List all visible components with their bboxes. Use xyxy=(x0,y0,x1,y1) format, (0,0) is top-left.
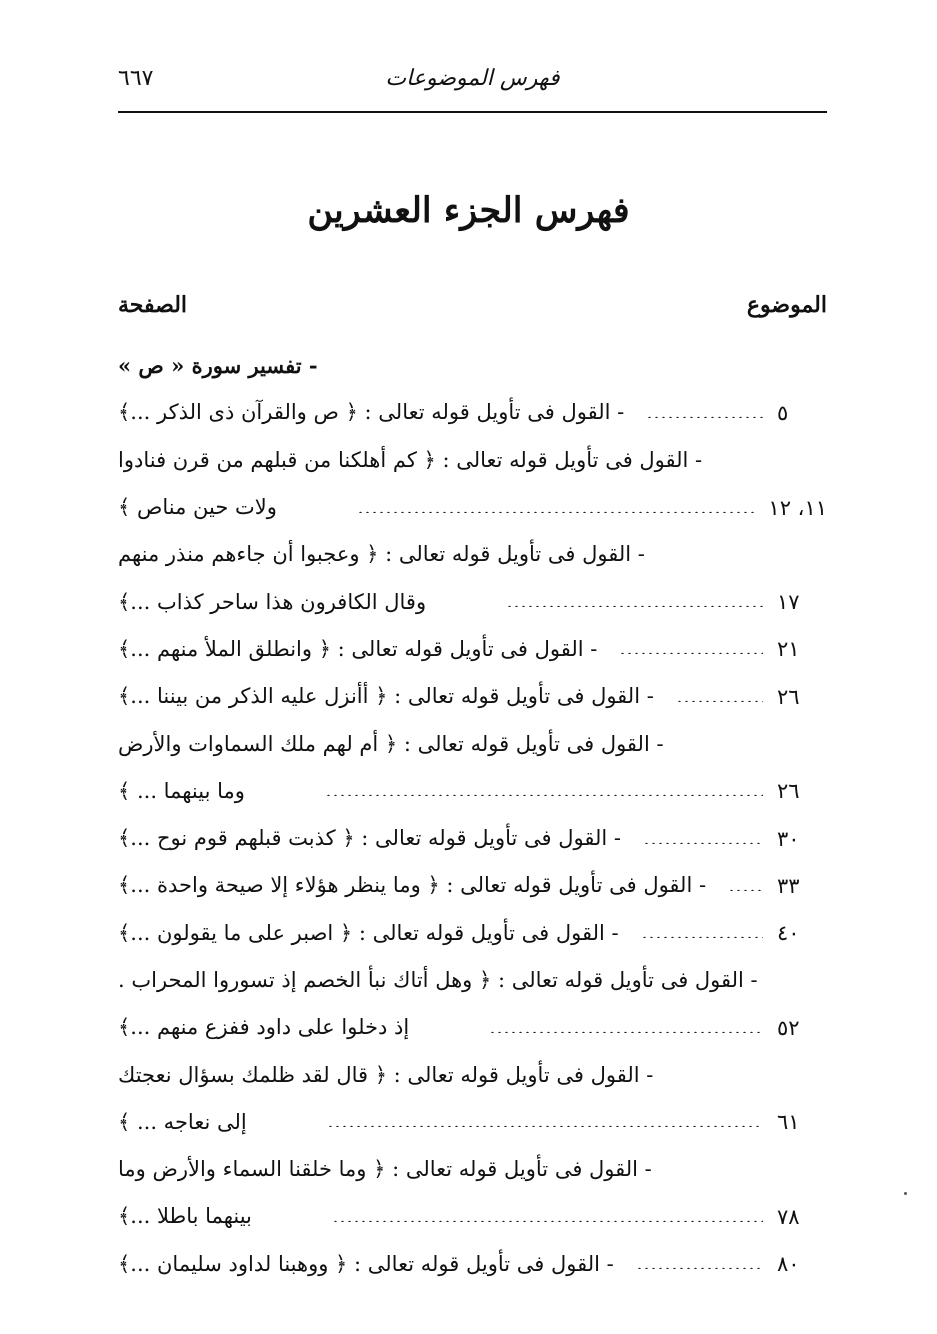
toc-entry xyxy=(118,531,827,578)
dot-leader xyxy=(506,605,763,607)
toc-entry-text: - القول فى تأويل قوله تعالى : ﴿ ووهبنا لداود سليمان ...﴾ xyxy=(118,1251,614,1276)
toc-entry xyxy=(118,768,827,815)
toc-entry-text: - القول فى تأويل قوله تعالى : ﴿ أم لهم ملك السماوات والأرض xyxy=(118,731,664,756)
toc-entry xyxy=(118,957,827,1004)
dot-leader xyxy=(619,652,763,654)
toc-entry xyxy=(118,437,827,484)
toc-page-number: ٨٠ xyxy=(777,1252,800,1277)
toc-entry xyxy=(118,862,827,909)
toc-entry xyxy=(118,1241,827,1288)
toc-entry-text: - القول فى تأويل قوله تعالى : ﴿ وما خلقنا السماء والأرض وما xyxy=(118,1157,652,1182)
toc-entry xyxy=(118,484,827,531)
toc-entry-text: - القول فى تأويل قوله تعالى : ﴿ أأنزل عليه الذكر من بيننا ...﴾ xyxy=(118,684,654,709)
toc-entry-text: إلى نعاجه ... ﴾ xyxy=(118,1109,247,1134)
toc-entry xyxy=(118,389,827,436)
dot-leader xyxy=(641,936,763,938)
toc-entry xyxy=(118,1146,827,1193)
toc-page-number: ٥ xyxy=(777,400,789,425)
toc-page-number: ١٧ xyxy=(777,590,800,615)
toc-entry-text: - القول فى تأويل قوله تعالى : ﴿ اصبر على ما يقولون ...﴾ xyxy=(118,920,619,945)
toc-entry-text: - القول فى تأويل قوله تعالى : ﴿ وانطلق الملأ منهم ...﴾ xyxy=(118,636,598,661)
toc-entry xyxy=(118,626,827,673)
toc-entry xyxy=(118,720,827,767)
toc-heading xyxy=(118,342,827,389)
page-title: فهرس الجزء العشرين xyxy=(307,190,630,231)
toc-entry-text: - القول فى تأويل قوله تعالى : ﴿ كذبت قبلهم قوم نوح ...﴾ xyxy=(118,826,621,851)
margin-speck xyxy=(904,1192,907,1195)
toc-page-number: ٤٠ xyxy=(777,921,800,946)
toc-entry xyxy=(118,1051,827,1098)
column-header-page: الصفحة xyxy=(118,292,188,318)
dot-leader xyxy=(676,700,763,702)
toc-entry xyxy=(118,673,827,720)
dot-leader xyxy=(332,1220,763,1222)
toc-entry-text: - القول فى تأويل قوله تعالى : ﴿ ص والقرآن ذى الذكر ...﴾ xyxy=(118,400,625,425)
column-header-topic: الموضوع xyxy=(746,292,827,318)
dot-leader xyxy=(357,511,755,513)
page-number: ٦٦٧ xyxy=(118,66,154,91)
toc-entry-text: وقال الكافرون هذا ساحر كذاب ...﴾ xyxy=(118,589,427,614)
toc-entry-text: ولات حين مناص ﴾ xyxy=(118,495,277,520)
toc-entry xyxy=(118,1004,827,1051)
toc-entry-text: - القول فى تأويل قوله تعالى : ﴿ وما ينظر هؤلاء إلا صيحة واحدة ...﴾ xyxy=(118,873,707,898)
dot-leader xyxy=(728,889,763,891)
toc-entry-text: - القول فى تأويل قوله تعالى : ﴿ قال لقد ظلمك بسؤال نعجتك xyxy=(118,1062,654,1087)
toc-entry xyxy=(118,910,827,957)
toc-page-number: ٦١ xyxy=(777,1110,800,1135)
dot-leader xyxy=(636,1267,763,1269)
toc-page-number: ٣٣ xyxy=(777,873,800,898)
toc-entry xyxy=(118,1193,827,1240)
toc-page-number: ٣٠ xyxy=(777,826,800,851)
toc-page-number: ٢٦ xyxy=(777,779,800,804)
toc-page-number: ٧٨ xyxy=(777,1204,800,1229)
dot-leader xyxy=(325,794,763,796)
toc-page-number: ٢٦ xyxy=(777,684,800,709)
table-of-contents xyxy=(118,342,827,1288)
toc-page-number: ٢١ xyxy=(777,637,800,662)
toc-page-number: ١١، ١٢ xyxy=(768,495,827,520)
dot-leader xyxy=(327,1125,763,1127)
toc-page-number: ٥٢ xyxy=(777,1015,800,1040)
toc-entry xyxy=(118,1099,827,1146)
running-header xyxy=(118,62,827,102)
toc-entry-text: إذ دخلوا على داود ففزع منهم ...﴾ xyxy=(118,1015,410,1040)
toc-entry xyxy=(118,578,827,625)
dot-leader xyxy=(646,416,763,418)
toc-entry-text: - القول فى تأويل قوله تعالى : ﴿ كم أهلكنا من قبلهم من قرن فنادوا xyxy=(118,447,703,472)
toc-entry-text: - القول فى تأويل قوله تعالى : ﴿ وعجبوا أن جاءهم منذر منهم xyxy=(118,542,645,567)
running-title: فهرس الموضوعات xyxy=(385,66,560,91)
toc-entry xyxy=(118,815,827,862)
toc-entry-text: وما بينهما ... ﴾ xyxy=(118,778,245,803)
dot-leader xyxy=(643,842,763,844)
toc-entry-text: - تفسير سورة « ص » xyxy=(118,353,318,379)
header-rule xyxy=(118,111,827,113)
dot-leader xyxy=(489,1031,763,1033)
toc-entry-text: - القول فى تأويل قوله تعالى : ﴿ وهل أتاك نبأ الخصم إذ تسوروا المحراب . xyxy=(118,968,758,992)
toc-entry-text: بينهما باطلا ...﴾ xyxy=(118,1204,252,1229)
